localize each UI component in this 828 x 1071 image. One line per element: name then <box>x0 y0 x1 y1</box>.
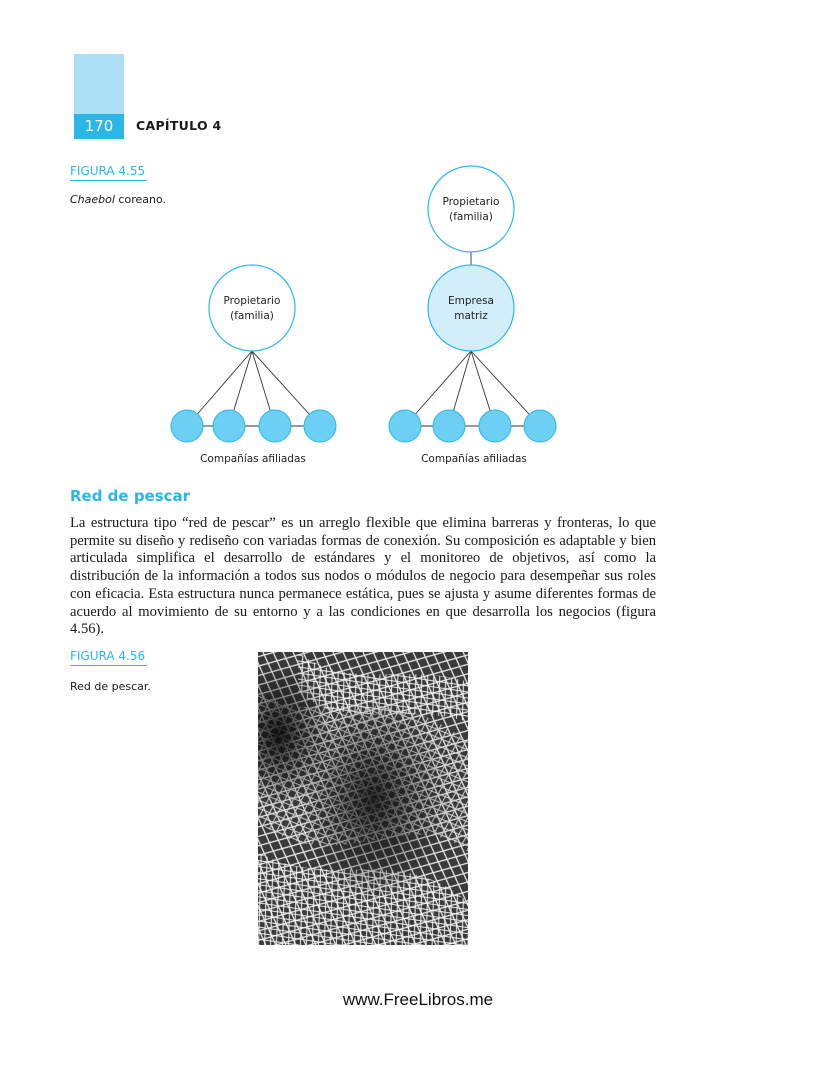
figure-456-label: FIGURA 4.56 <box>70 649 147 666</box>
parent-company-node <box>428 265 514 351</box>
figure-455-label: FIGURA 4.55 <box>70 164 147 181</box>
affiliate-node <box>304 410 336 442</box>
figure-455-caption-italic: Chaebol <box>70 193 115 206</box>
fishing-net-photo <box>258 652 468 945</box>
affiliates-label: Compañías afiliadas <box>421 453 527 465</box>
figure-455-caption-rest: coreano. <box>114 193 167 206</box>
affiliate-node <box>524 410 556 442</box>
parent-label-line2: matriz <box>454 310 488 322</box>
section-title: Red de pescar <box>70 487 191 505</box>
owner-label-line1: Propietario <box>223 295 281 307</box>
affiliates-label: Compañías afiliadas <box>200 453 306 465</box>
chapter-title: CAPÍTULO 4 <box>136 118 222 133</box>
parent-label-line1: Empresa <box>448 295 494 307</box>
fishing-net-image <box>258 652 468 945</box>
diagram-left <box>171 265 336 465</box>
owner-node <box>428 166 514 252</box>
diagram-right <box>389 166 556 465</box>
owner-label-line2: (familia) <box>230 310 274 322</box>
owner-node <box>209 265 295 351</box>
figure-456-caption: Red de pescar. <box>70 680 151 693</box>
affiliate-node <box>213 410 245 442</box>
owner-label-line2: (familia) <box>449 211 493 223</box>
affiliate-node <box>389 410 421 442</box>
body-paragraph: La estructura tipo “red de pescar” es un arreglo flexible que elimina barreras y fronteras, lo que permite su diseño y rediseño con variadas formas de conexión. Su composición es adaptable y bien articulada simplifica el desarrollo de estándares y el monitoreo de objetivos, así como la distribución de la información a todos sus nodos o módulos de negocio para desempeñar sus roles con eficacia. Esta estructura nunca permanece estática, pues se ajusta y asume diferentes formas de acuerdo al movimiento de su entorno y a las condiciones en que desarrolla los negocios (figura 4.56). <box>70 515 656 638</box>
owner-label-line1: Propietario <box>442 196 500 208</box>
page-number: 170 <box>84 117 114 135</box>
chaebol-diagram <box>0 0 828 480</box>
affiliate-node <box>479 410 511 442</box>
affiliate-node <box>171 410 203 442</box>
footer-url[interactable]: www.FreeLibros.me <box>342 990 494 1009</box>
affiliate-node <box>259 410 291 442</box>
affiliate-node <box>433 410 465 442</box>
